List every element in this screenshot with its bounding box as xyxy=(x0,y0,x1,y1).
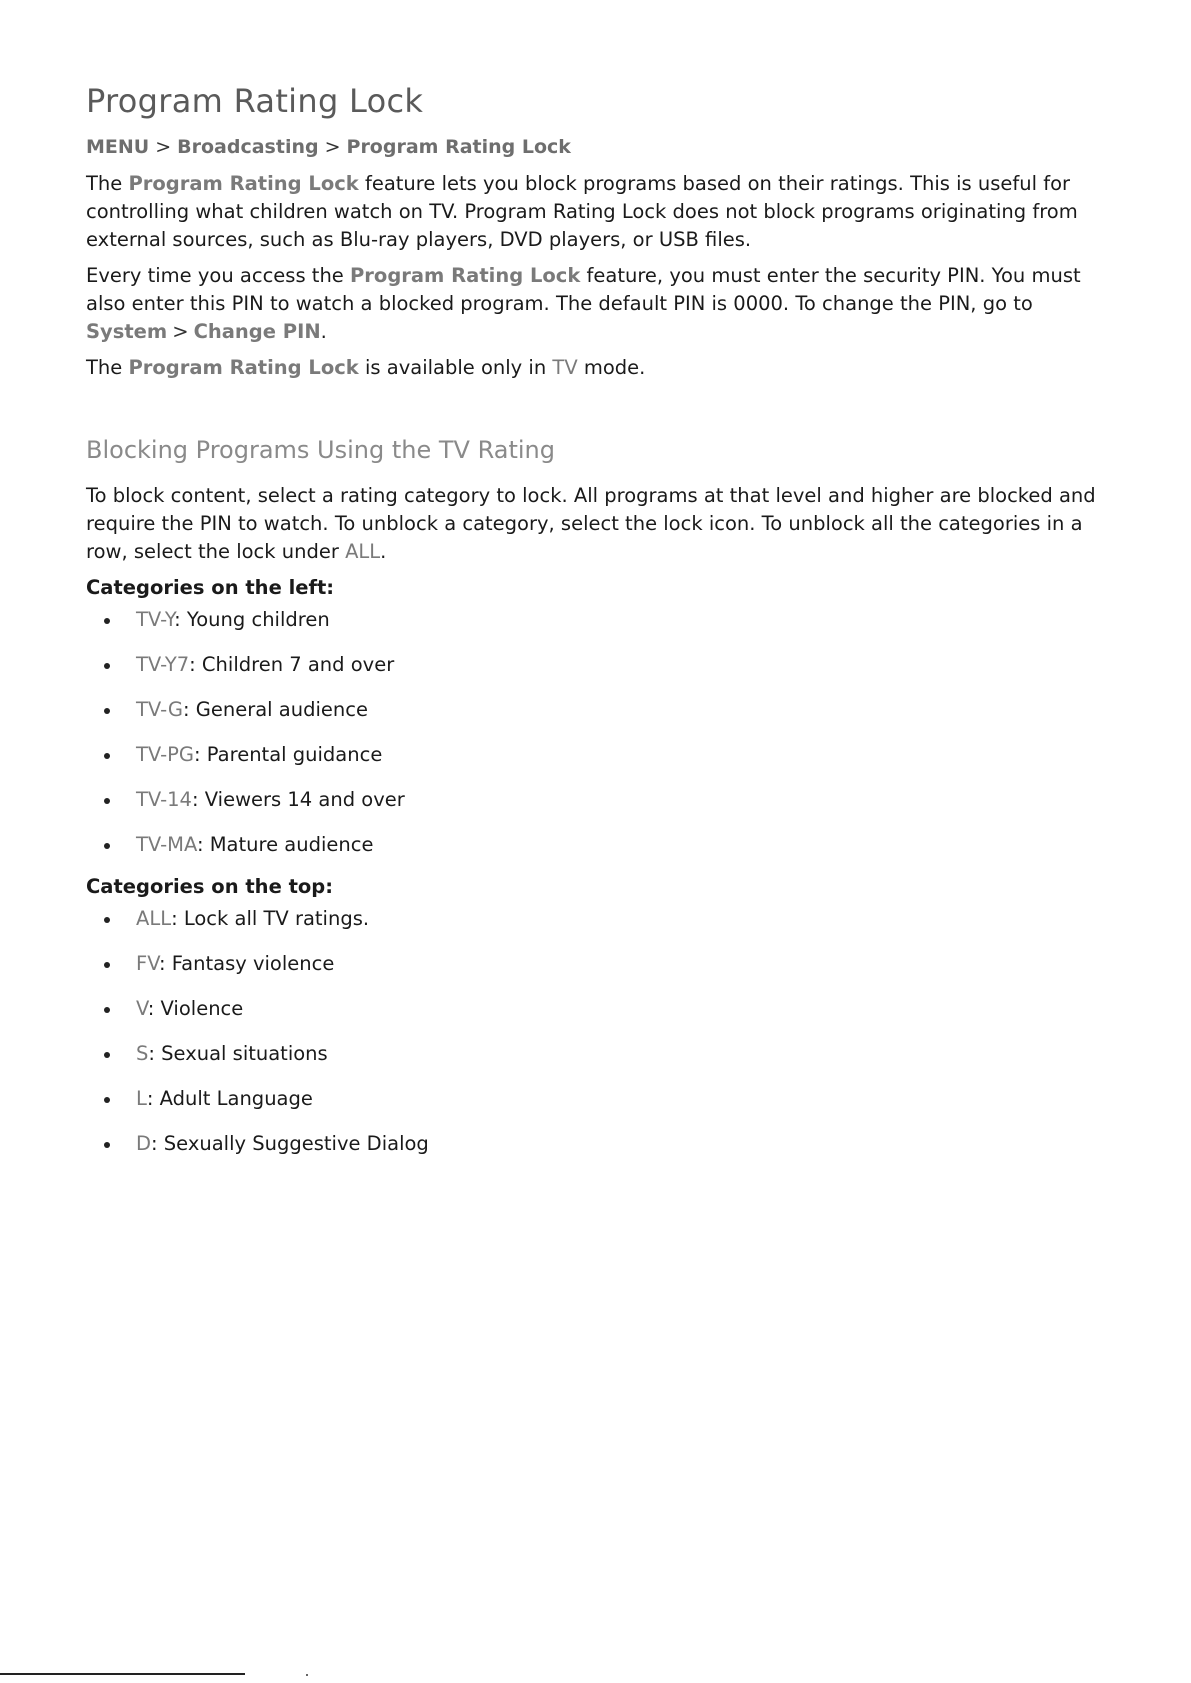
rating-term: TV-Y7 xyxy=(136,653,190,676)
bullet-icon xyxy=(104,917,110,923)
rating-term: FV xyxy=(136,952,159,975)
rating-description: : Lock all TV ratings. xyxy=(171,907,370,930)
list-item xyxy=(86,740,1126,770)
bullet-icon xyxy=(104,843,110,849)
rating-term: TV-14 xyxy=(136,788,192,811)
rating-description: : Young children xyxy=(174,608,330,631)
bullet-icon xyxy=(104,1142,110,1148)
feature-name: Program Rating Lock xyxy=(128,356,359,379)
menu-path-separator: > xyxy=(172,320,189,343)
rating-description: : General audience xyxy=(182,698,368,721)
all-keyword: ALL xyxy=(345,540,381,563)
breadcrumb xyxy=(86,136,1126,158)
rating-description: : Viewers 14 and over xyxy=(191,788,405,811)
left-categories-heading: Categories on the left: xyxy=(86,576,335,599)
list-item xyxy=(86,785,1126,815)
text-run: The xyxy=(86,356,129,379)
section-subtitle: Blocking Programs Using the TV Rating xyxy=(86,436,555,464)
top-categories-heading: Categories on the top: xyxy=(86,875,334,898)
rating-term: TV-G xyxy=(136,698,183,721)
feature-name: Program Rating Lock xyxy=(128,172,359,195)
breadcrumb-separator: > xyxy=(324,136,341,158)
rating-term: S xyxy=(136,1042,149,1065)
bullet-icon xyxy=(104,708,110,714)
list-item xyxy=(86,1084,1126,1114)
text-run: . xyxy=(380,540,387,563)
left-categories-list xyxy=(86,605,1126,860)
breadcrumb-separator: > xyxy=(155,136,172,158)
text-run: To block content, select a rating category to lock. All programs at that level and higher are blocked and require the PIN to watch. To unblock a category, select the lock icon. To unblock all the categories in a row, select the lock under xyxy=(86,484,1096,563)
rating-term: TV-MA xyxy=(136,833,197,856)
menu-path-change-pin: Change PIN xyxy=(193,320,321,343)
list-item xyxy=(86,994,1126,1024)
list-item xyxy=(86,1129,1126,1159)
rating-term: V xyxy=(136,997,148,1020)
rating-description: : Adult Language xyxy=(146,1087,313,1110)
bullet-icon xyxy=(104,1097,110,1103)
text-run: Every time you access the xyxy=(86,264,351,287)
bullet-icon xyxy=(104,753,110,759)
rating-term: TV-PG xyxy=(136,743,195,766)
footer-mark xyxy=(306,1674,308,1676)
text-run: The xyxy=(86,172,129,195)
list-item xyxy=(86,605,1126,635)
list-item xyxy=(86,904,1126,934)
breadcrumb-item-menu: MENU xyxy=(86,136,150,158)
list-item xyxy=(86,949,1126,979)
footer-rule xyxy=(0,1673,245,1675)
text-run: feature, you must enter the security PIN. You must also enter this PIN to watch a blocked program. The default PIN is 0000. To change the PIN, go to xyxy=(86,264,1081,315)
menu-path-system: System xyxy=(86,320,168,343)
rating-term: ALL xyxy=(136,907,172,930)
text-run: mode. xyxy=(577,356,646,379)
breadcrumb-item-program-rating-lock: Program Rating Lock xyxy=(346,136,571,158)
list-item xyxy=(86,650,1126,680)
rating-description: : Parental guidance xyxy=(194,743,383,766)
list-item xyxy=(86,1039,1126,1069)
rating-description: : Fantasy violence xyxy=(158,952,335,975)
rating-description: : Sexual situations xyxy=(148,1042,328,1065)
feature-name: Program Rating Lock xyxy=(350,264,581,287)
rating-description: : Children 7 and over xyxy=(189,653,395,676)
bullet-icon xyxy=(104,618,110,624)
intro-paragraph xyxy=(86,170,1126,254)
text-run: feature lets you block programs based on their ratings. This is useful for controlling what children watch on TV. Program Rating Lock does not block programs originating from external sources, such as Blu-ray players, DVD players, or USB files. xyxy=(86,172,1078,251)
rating-term: D xyxy=(136,1132,152,1155)
rating-description: : Sexually Suggestive Dialog xyxy=(151,1132,429,1155)
page-title: Program Rating Lock xyxy=(86,82,424,120)
text-run: . xyxy=(320,320,327,343)
rating-description: : Violence xyxy=(147,997,244,1020)
list-item xyxy=(86,830,1126,860)
bullet-icon xyxy=(104,1052,110,1058)
list-item xyxy=(86,695,1126,725)
bullet-icon xyxy=(104,663,110,669)
mode-name: TV xyxy=(552,356,578,379)
pin-paragraph xyxy=(86,262,1126,346)
rating-description: : Mature audience xyxy=(196,833,374,856)
bullet-icon xyxy=(104,1007,110,1013)
rating-term: TV-Y xyxy=(136,608,175,631)
document-page xyxy=(86,70,1126,1174)
rating-term: L xyxy=(136,1087,147,1110)
top-categories-list xyxy=(86,904,1126,1159)
bullet-icon xyxy=(104,798,110,804)
breadcrumb-item-broadcasting: Broadcasting xyxy=(177,136,319,158)
bullet-icon xyxy=(104,962,110,968)
blocking-paragraph xyxy=(86,482,1126,566)
text-run: is available only in xyxy=(358,356,553,379)
availability-paragraph xyxy=(86,354,1126,382)
